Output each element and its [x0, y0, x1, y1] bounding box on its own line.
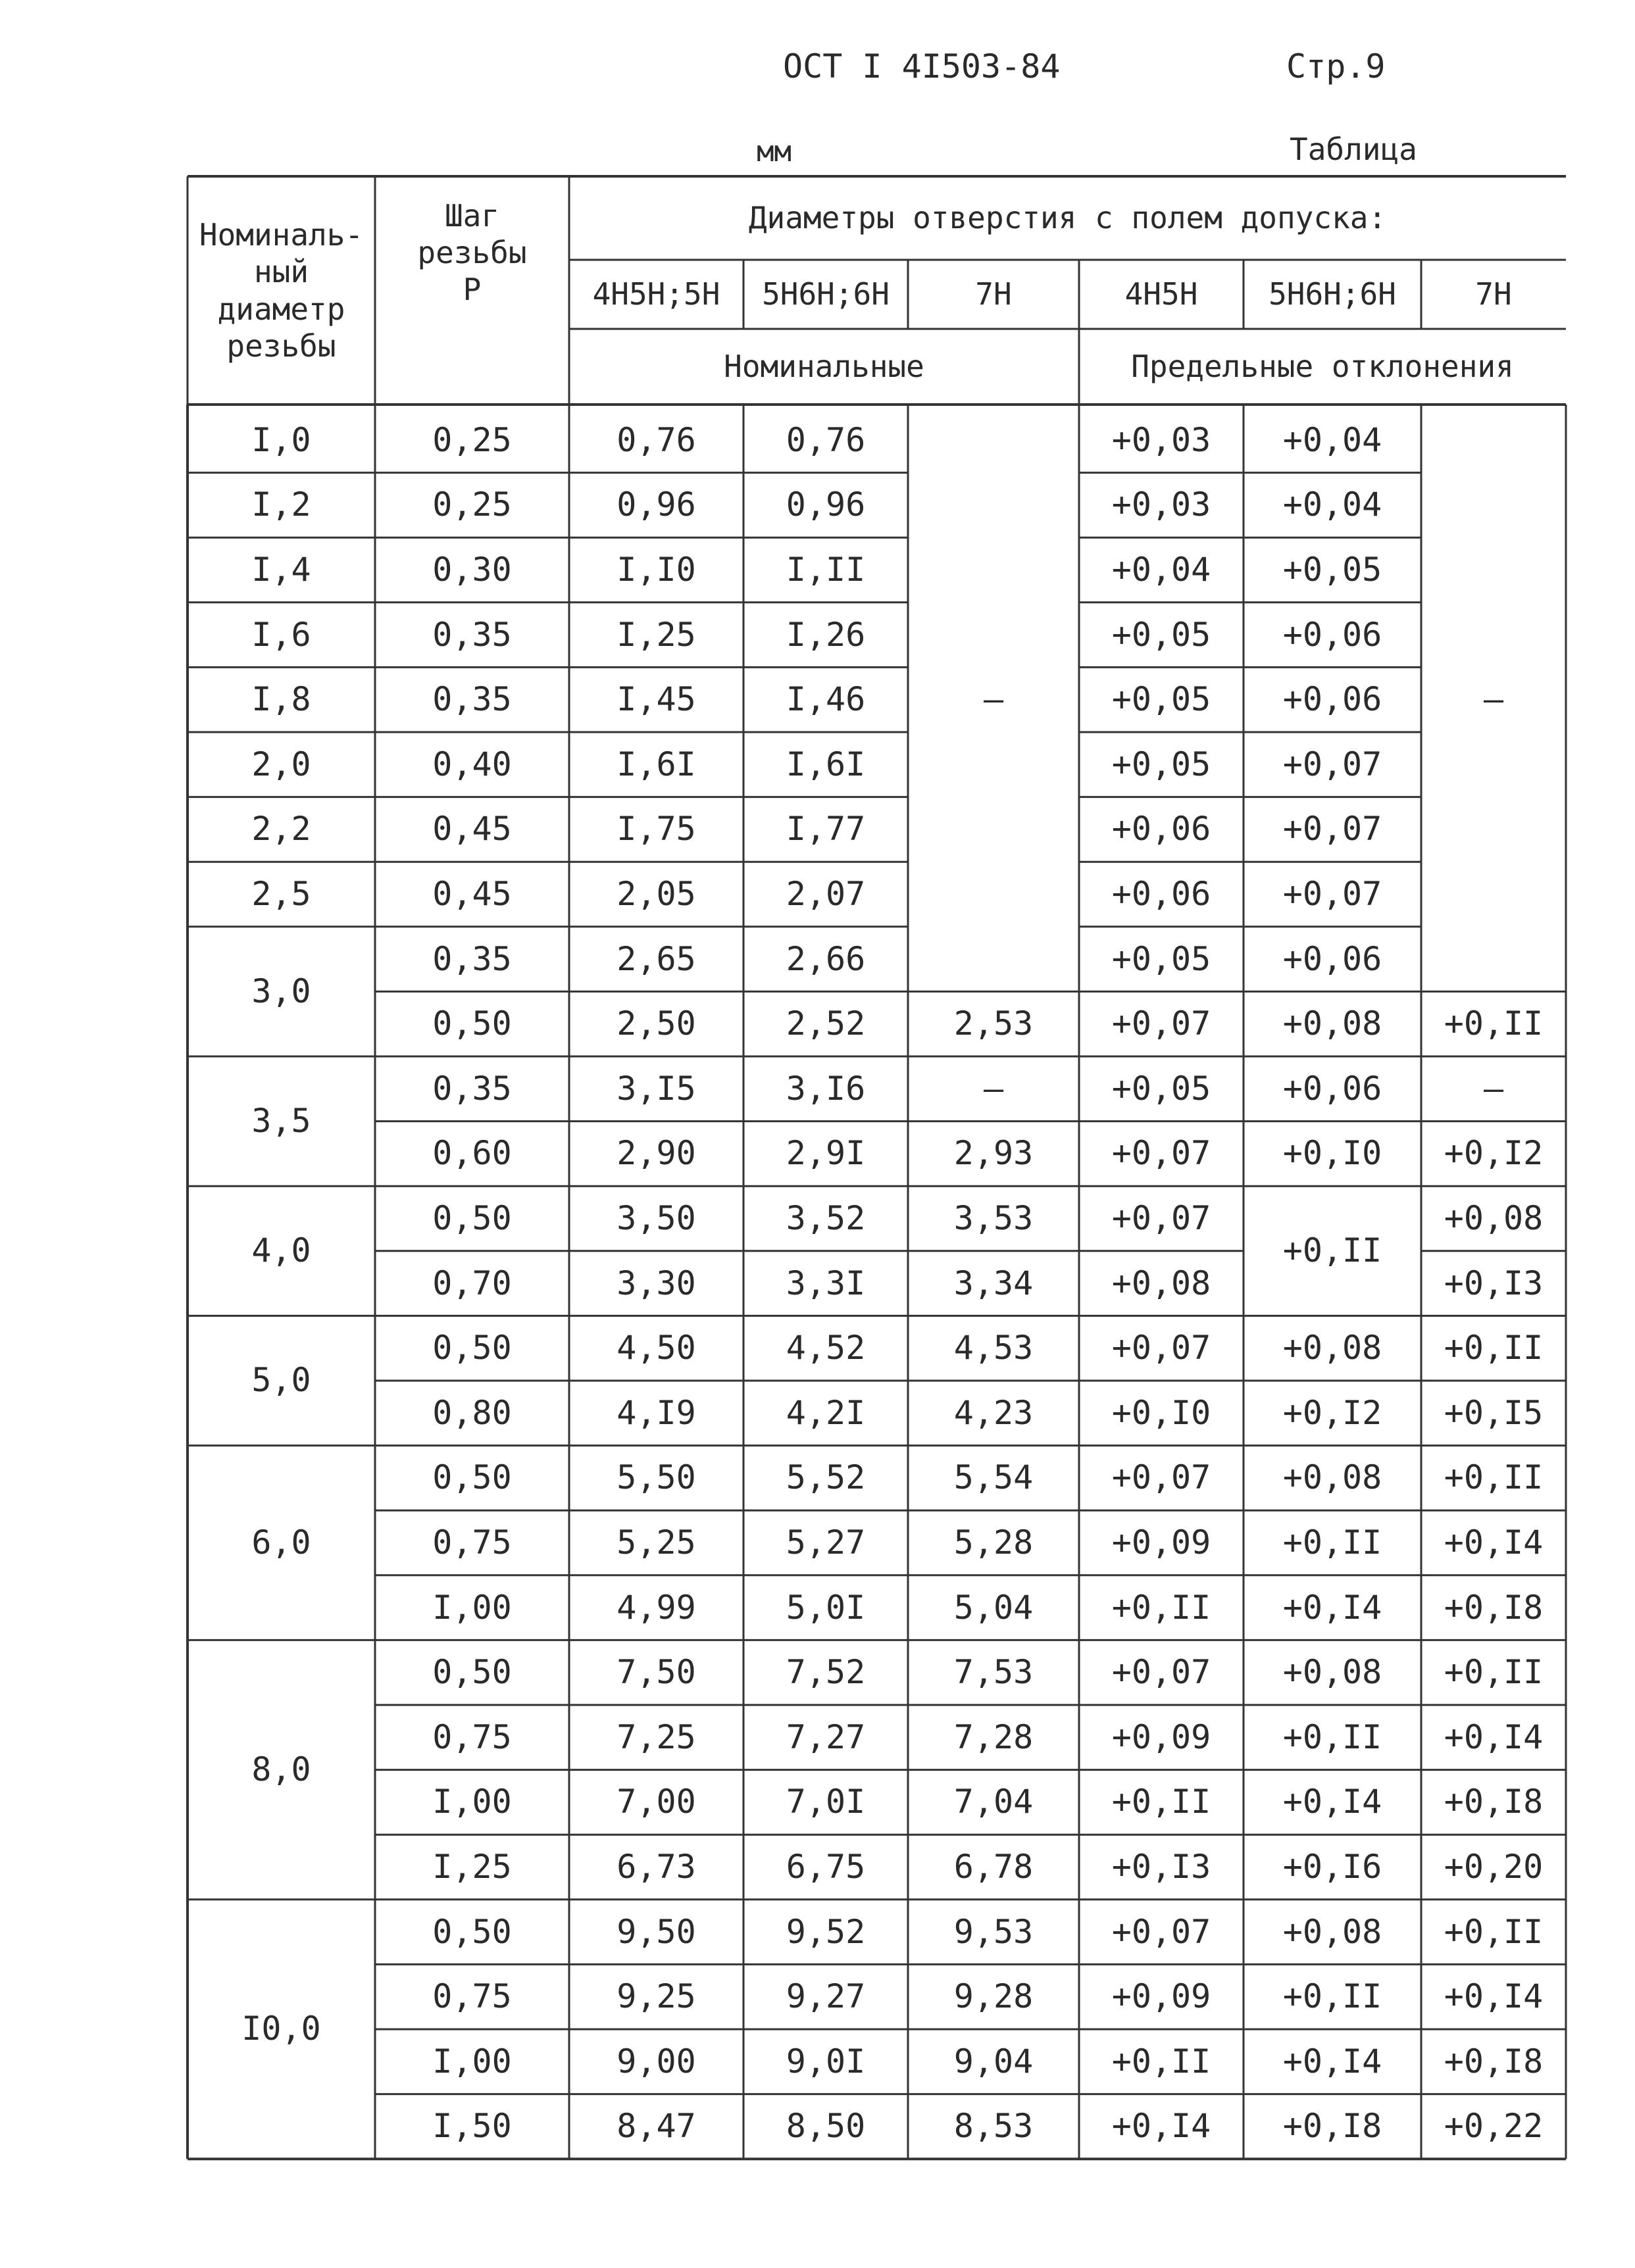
- deviation-4h5h-cell: +0,03: [1111, 485, 1211, 524]
- diameter-5h6h-cell: 5,27: [786, 1523, 866, 1562]
- deviation-5h6h-cell: +0,II: [1282, 1977, 1382, 2016]
- deviation-7h-cell: +0,I4: [1444, 1977, 1544, 2016]
- deviation-5h6h-cell: +0,I4: [1282, 1783, 1382, 1821]
- diameter-5h6h-cell: 2,07: [786, 874, 866, 913]
- deviation-7h-cell: –: [1483, 680, 1504, 719]
- deviation-4h5h-cell: +0,08: [1111, 1264, 1211, 1302]
- page-number: Стр.9: [1286, 47, 1386, 86]
- diameter-5h6h-cell: 3,52: [786, 1198, 866, 1237]
- deviation-4h5h-cell: +0,09: [1111, 1977, 1211, 2016]
- diameter-4h5h-cell: 4,99: [616, 1588, 696, 1627]
- thread-pitch-cell: 0,45: [432, 810, 512, 849]
- diameter-4h5h-cell: 2,90: [616, 1134, 696, 1173]
- deviation-5h6h-cell: +0,08: [1282, 1912, 1382, 1951]
- thread-pitch-cell: 0,35: [432, 1069, 512, 1108]
- diameter-5h6h-cell: I,46: [786, 680, 866, 719]
- deviation-4h5h-cell: +0,03: [1111, 420, 1211, 459]
- deviation-4h5h-cell: +0,II: [1111, 1588, 1211, 1627]
- deviation-7h-cell: +0,II: [1444, 1653, 1544, 1692]
- deviation-7h-cell: +0,II: [1444, 1912, 1544, 1951]
- thread-pitch-cell: 0,50: [432, 1912, 512, 1951]
- deviation-7h-cell: +0,II: [1444, 1329, 1544, 1368]
- nominal-diameter-cell: 4,0: [251, 1231, 311, 1270]
- deviation-7h-cell: +0,I2: [1444, 1134, 1544, 1173]
- diameter-7h-cell: 7,53: [953, 1653, 1034, 1692]
- diameter-7h-cell: 8,53: [953, 2107, 1034, 2146]
- diameter-5h6h-cell: 5,52: [786, 1458, 866, 1497]
- thread-pitch-cell: 0,25: [432, 420, 512, 459]
- diameter-4h5h-cell: 3,50: [616, 1198, 696, 1237]
- deviation-7h-cell: +0,II: [1444, 1458, 1544, 1497]
- nominal-diameter-cell: I,6: [251, 615, 311, 654]
- nominal-diameter-cell: 2,2: [251, 810, 311, 849]
- diameter-4h5h-cell: I,I0: [616, 550, 696, 589]
- header-tolerance-field: 7H: [975, 276, 1012, 312]
- diameter-5h6h-cell: 7,0I: [786, 1783, 866, 1821]
- diameter-4h5h-cell: 9,00: [616, 2042, 696, 2081]
- diameter-4h5h-cell: I,45: [616, 680, 696, 719]
- thread-pitch-cell: 0,25: [432, 485, 512, 524]
- nominal-diameter-cell: 8,0: [251, 1750, 311, 1789]
- thread-pitch-cell: I,50: [432, 2107, 512, 2146]
- thread-pitch-cell: I,00: [432, 1783, 512, 1821]
- header-tolerance-field: 5H6H;6H: [1269, 276, 1396, 312]
- deviation-4h5h-cell: +0,07: [1111, 1653, 1211, 1692]
- deviation-5h6h-cell: +0,06: [1282, 615, 1382, 654]
- deviation-5h6h-cell: +0,08: [1282, 1458, 1382, 1497]
- deviation-5h6h-cell: +0,06: [1282, 680, 1382, 719]
- diameter-4h5h-cell: I,6I: [616, 745, 696, 783]
- header-thread-pitch: Шаг резьбы P: [417, 197, 527, 308]
- deviation-7h-cell: +0,I5: [1444, 1393, 1544, 1432]
- deviation-4h5h-cell: +0,07: [1111, 1198, 1211, 1237]
- thread-pitch-cell: 0,45: [432, 874, 512, 913]
- diameter-5h6h-cell: 9,27: [786, 1977, 866, 2016]
- deviation-5h6h-cell: +0,06: [1282, 1069, 1382, 1108]
- diameter-7h-cell: 2,93: [953, 1134, 1034, 1173]
- deviation-4h5h-cell: +0,I0: [1111, 1393, 1211, 1432]
- diameter-5h6h-cell: 9,0I: [786, 2042, 866, 2081]
- header-nominal-diameter: Номиналь- ный диаметр резьбы: [199, 217, 364, 364]
- diameter-4h5h-cell: 7,25: [616, 1717, 696, 1756]
- thread-pitch-cell: 0,30: [432, 550, 512, 589]
- diameter-5h6h-cell: 4,52: [786, 1329, 866, 1368]
- deviation-7h-cell: +0,I4: [1444, 1717, 1544, 1756]
- diameter-5h6h-cell: 5,0I: [786, 1588, 866, 1627]
- deviation-4h5h-cell: +0,07: [1111, 1912, 1211, 1951]
- thread-pitch-cell: I,00: [432, 1588, 512, 1627]
- deviation-5h6h-cell: +0,05: [1282, 550, 1382, 589]
- thread-pitch-cell: 0,60: [432, 1134, 512, 1173]
- diameter-4h5h-cell: 3,I5: [616, 1069, 696, 1108]
- thread-pitch-cell: 0,50: [432, 1329, 512, 1368]
- deviation-5h6h-cell: +0,06: [1282, 939, 1382, 978]
- thread-pitch-cell: 0,75: [432, 1977, 512, 2016]
- deviation-4h5h-cell: +0,I3: [1111, 1847, 1211, 1886]
- diameter-7h-cell: 3,34: [953, 1264, 1034, 1302]
- thread-pitch-cell: 0,50: [432, 1653, 512, 1692]
- thread-pitch-cell: 0,50: [432, 1198, 512, 1237]
- diameter-4h5h-cell: 6,73: [616, 1847, 696, 1886]
- deviation-4h5h-cell: +0,II: [1111, 1783, 1211, 1821]
- diameter-4h5h-cell: 4,I9: [616, 1393, 696, 1432]
- nominal-diameter-cell: I,8: [251, 680, 311, 719]
- diameter-5h6h-cell: 2,9I: [786, 1134, 866, 1173]
- thread-pitch-cell: 0,40: [432, 745, 512, 783]
- nominal-diameter-cell: I,0: [251, 420, 311, 459]
- thread-pitch-cell: 0,70: [432, 1264, 512, 1302]
- deviation-7h-cell: +0,I8: [1444, 2042, 1544, 2081]
- diameter-7h-cell: 4,53: [953, 1329, 1034, 1368]
- header-tolerance-field: 4H5H;5H: [592, 276, 720, 312]
- nominal-diameter-cell: 2,5: [251, 874, 311, 913]
- diameter-4h5h-cell: 7,00: [616, 1783, 696, 1821]
- deviation-5h6h-cell: +0,07: [1282, 745, 1382, 783]
- deviation-7h-cell: +0,I4: [1444, 1523, 1544, 1562]
- diameter-4h5h-cell: 2,65: [616, 939, 696, 978]
- deviation-5h6h-cell: +0,04: [1282, 420, 1382, 459]
- diameter-5h6h-cell: 0,76: [786, 420, 866, 459]
- diameter-7h-cell: 3,53: [953, 1198, 1034, 1237]
- thread-pitch-cell: 0,50: [432, 1458, 512, 1497]
- deviation-7h-cell: –: [1483, 1069, 1504, 1108]
- diameter-4h5h-cell: 9,50: [616, 1912, 696, 1951]
- diameter-7h-cell: 9,04: [953, 2042, 1034, 2081]
- diameter-4h5h-cell: I,25: [616, 615, 696, 654]
- diameter-4h5h-cell: 2,50: [616, 1004, 696, 1043]
- diameter-5h6h-cell: 2,66: [786, 939, 866, 978]
- diameter-4h5h-cell: 3,30: [616, 1264, 696, 1302]
- deviation-4h5h-cell: +0,09: [1111, 1717, 1211, 1756]
- header-tolerance-field: 7H: [1475, 276, 1512, 312]
- nominal-diameter-cell: 6,0: [251, 1523, 311, 1562]
- diameter-7h-cell: 4,23: [953, 1393, 1034, 1432]
- deviation-4h5h-cell: +0,05: [1111, 939, 1211, 978]
- diameter-4h5h-cell: 8,47: [616, 2107, 696, 2146]
- header-tolerance-field: 5H6H;6H: [762, 276, 890, 312]
- diameter-5h6h-cell: 4,2I: [786, 1393, 866, 1432]
- deviation-5h6h-cell: +0,I2: [1282, 1393, 1382, 1432]
- deviation-5h6h-cell: +0,08: [1282, 1653, 1382, 1692]
- deviation-7h-cell: +0,I3: [1444, 1264, 1544, 1302]
- deviation-7h-cell: +0,20: [1444, 1847, 1544, 1886]
- diameter-4h5h-cell: 0,96: [616, 485, 696, 524]
- deviation-5h6h-cell: +0,II: [1282, 1231, 1382, 1270]
- deviation-5h6h-cell: +0,II: [1282, 1717, 1382, 1756]
- header-nominal: Номинальные: [724, 349, 924, 385]
- nominal-diameter-cell: 3,0: [251, 972, 311, 1010]
- deviation-7h-cell: +0,08: [1444, 1198, 1544, 1237]
- diameter-7h-cell: 5,04: [953, 1588, 1034, 1627]
- diameter-5h6h-cell: 7,27: [786, 1717, 866, 1756]
- deviation-4h5h-cell: +0,07: [1111, 1134, 1211, 1173]
- diameter-4h5h-cell: 0,76: [616, 420, 696, 459]
- diameter-7h-cell: 7,04: [953, 1783, 1034, 1821]
- diameter-5h6h-cell: I,II: [786, 550, 866, 589]
- diameter-5h6h-cell: 3,I6: [786, 1069, 866, 1108]
- diameter-7h-cell: 7,28: [953, 1717, 1034, 1756]
- diameter-4h5h-cell: 9,25: [616, 1977, 696, 2016]
- deviation-4h5h-cell: +0,06: [1111, 874, 1211, 913]
- diameter-5h6h-cell: 7,52: [786, 1653, 866, 1692]
- deviation-4h5h-cell: +0,I4: [1111, 2107, 1211, 2146]
- deviation-5h6h-cell: +0,07: [1282, 874, 1382, 913]
- thread-pitch-cell: I,00: [432, 2042, 512, 2081]
- nominal-diameter-cell: I,2: [251, 485, 311, 524]
- deviation-5h6h-cell: +0,I8: [1282, 2107, 1382, 2146]
- deviation-7h-cell: +0,II: [1444, 1004, 1544, 1043]
- diameter-5h6h-cell: 0,96: [786, 485, 866, 524]
- deviation-5h6h-cell: +0,08: [1282, 1004, 1382, 1043]
- deviation-4h5h-cell: +0,05: [1111, 1069, 1211, 1108]
- diameter-7h-cell: 2,53: [953, 1004, 1034, 1043]
- deviation-5h6h-cell: +0,04: [1282, 485, 1382, 524]
- diameter-7h-cell: –: [983, 680, 1004, 719]
- deviation-4h5h-cell: +0,04: [1111, 550, 1211, 589]
- deviation-4h5h-cell: +0,07: [1111, 1004, 1211, 1043]
- deviation-7h-cell: +0,22: [1444, 2107, 1544, 2146]
- diameter-5h6h-cell: 3,3I: [786, 1264, 866, 1302]
- deviation-4h5h-cell: +0,05: [1111, 680, 1211, 719]
- diameter-5h6h-cell: 6,75: [786, 1847, 866, 1886]
- deviation-5h6h-cell: +0,07: [1282, 810, 1382, 849]
- deviation-5h6h-cell: +0,II: [1282, 1523, 1382, 1562]
- nominal-diameter-cell: I,4: [251, 550, 311, 589]
- diameter-5h6h-cell: 2,52: [786, 1004, 866, 1043]
- deviation-4h5h-cell: +0,II: [1111, 2042, 1211, 2081]
- diameter-7h-cell: 5,54: [953, 1458, 1034, 1497]
- thread-pitch-cell: 0,80: [432, 1393, 512, 1432]
- thread-pitch-cell: 0,35: [432, 680, 512, 719]
- header-tolerance-group: Диаметры отверстия с полем допуска:: [748, 200, 1387, 236]
- header-tolerance-field: 4H5H: [1124, 276, 1198, 312]
- diameter-7h-cell: 9,53: [953, 1912, 1034, 1951]
- thread-pitch-cell: 0,35: [432, 615, 512, 654]
- deviation-7h-cell: +0,I8: [1444, 1783, 1544, 1821]
- header-limit-deviations: Предельные отклонения: [1131, 349, 1514, 385]
- diameter-4h5h-cell: 5,25: [616, 1523, 696, 1562]
- deviation-5h6h-cell: +0,I6: [1282, 1847, 1382, 1886]
- diameter-5h6h-cell: I,6I: [786, 745, 866, 783]
- diameter-5h6h-cell: I,77: [786, 810, 866, 849]
- diameter-7h-cell: 5,28: [953, 1523, 1034, 1562]
- deviation-4h5h-cell: +0,06: [1111, 810, 1211, 849]
- deviation-4h5h-cell: +0,07: [1111, 1458, 1211, 1497]
- diameter-7h-cell: 9,28: [953, 1977, 1034, 2016]
- diameter-7h-cell: –: [983, 1069, 1004, 1108]
- document-code: ОСТ I 4I503-84: [783, 47, 1061, 86]
- deviation-5h6h-cell: +0,I0: [1282, 1134, 1382, 1173]
- table-label: Таблица: [1290, 132, 1417, 167]
- deviation-7h-cell: +0,I8: [1444, 1588, 1544, 1627]
- thread-pitch-cell: 0,75: [432, 1717, 512, 1756]
- nominal-diameter-cell: 2,0: [251, 745, 311, 783]
- diameter-4h5h-cell: 7,50: [616, 1653, 696, 1692]
- diameter-5h6h-cell: 9,52: [786, 1912, 866, 1951]
- deviation-4h5h-cell: +0,07: [1111, 1329, 1211, 1368]
- thread-pitch-cell: 0,35: [432, 939, 512, 978]
- thread-pitch-cell: I,25: [432, 1847, 512, 1886]
- thread-pitch-cell: 0,75: [432, 1523, 512, 1562]
- nominal-diameter-cell: I0,0: [241, 2009, 321, 2048]
- diameter-4h5h-cell: 2,05: [616, 874, 696, 913]
- diameter-7h-cell: 6,78: [953, 1847, 1034, 1886]
- deviation-4h5h-cell: +0,05: [1111, 615, 1211, 654]
- deviation-5h6h-cell: +0,I4: [1282, 2042, 1382, 2081]
- deviation-5h6h-cell: +0,08: [1282, 1329, 1382, 1368]
- diameter-4h5h-cell: 5,50: [616, 1458, 696, 1497]
- diameter-5h6h-cell: I,26: [786, 615, 866, 654]
- diameter-4h5h-cell: I,75: [616, 810, 696, 849]
- deviation-4h5h-cell: +0,09: [1111, 1523, 1211, 1562]
- diameter-5h6h-cell: 8,50: [786, 2107, 866, 2146]
- nominal-diameter-cell: 5,0: [251, 1361, 311, 1400]
- units-label: мм: [757, 135, 792, 168]
- deviation-5h6h-cell: +0,I4: [1282, 1588, 1382, 1627]
- thread-pitch-cell: 0,50: [432, 1004, 512, 1043]
- diameter-4h5h-cell: 4,50: [616, 1329, 696, 1368]
- nominal-diameter-cell: 3,5: [251, 1102, 311, 1141]
- deviation-4h5h-cell: +0,05: [1111, 745, 1211, 783]
